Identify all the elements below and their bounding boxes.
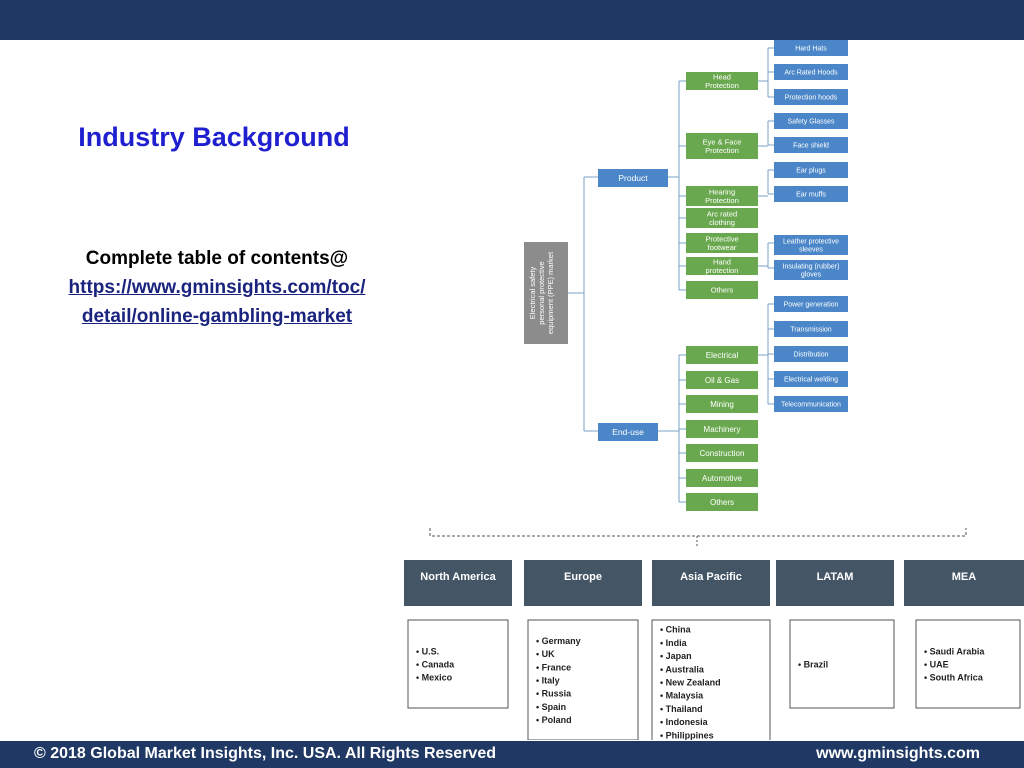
enduse-3-label: Machinery [703, 424, 741, 434]
region-name-1: Europe [564, 571, 602, 583]
region-header-2 [652, 560, 770, 606]
enduse-label: End-use [612, 426, 644, 437]
enduse-1-label: Oil & Gas [704, 375, 740, 385]
enduse-0-label: Electrical [705, 350, 739, 360]
product-4-label: Protective [705, 234, 739, 244]
product-3-label: clothing [709, 217, 735, 227]
product-2-label: Hearing [708, 187, 736, 197]
region-header-0 [404, 560, 512, 606]
product-1-label: Eye & Face [702, 137, 742, 147]
product-label: Product [618, 172, 648, 183]
electrical-sub-1-label: Transmission [790, 326, 832, 334]
country-item: • Italy [536, 675, 560, 686]
electrical-sub-3-label: Electrical welding [783, 376, 839, 384]
country-item: • Philippines [660, 730, 714, 740]
product-5-sub-1-label: Insulating (rubber) [782, 263, 840, 271]
region-name-3: LATAM [816, 571, 854, 583]
product-4-label: footwear [707, 242, 737, 252]
product-1-label: Protection [705, 145, 739, 155]
region-name-2: Asia Pacific [680, 571, 742, 583]
enduse-5-label: Automotive [701, 473, 743, 483]
country-item: • Thailand [660, 703, 703, 714]
country-item: • Canada [416, 659, 455, 670]
country-item: • Indonesia [660, 717, 708, 728]
product-5-label: Hand [713, 257, 731, 267]
country-item: • UK [536, 649, 555, 660]
product-5-label: protection [705, 265, 739, 275]
enduse-2-label: Mining [710, 399, 734, 409]
product-6-label: Others [710, 285, 734, 295]
country-item: • South Africa [924, 672, 983, 683]
country-item: • Japan [660, 651, 692, 662]
region-header-1 [524, 560, 642, 606]
root-label: Electrical safety [528, 266, 537, 320]
region-header-4 [904, 560, 1024, 606]
country-item: • Australia [660, 664, 704, 675]
country-item: • France [536, 662, 572, 673]
country-item: • Poland [536, 715, 572, 726]
market-segmentation-diagram [404, 40, 1024, 740]
region-header-3 [776, 560, 894, 606]
product-0-label: Protection [705, 80, 739, 90]
country-item: • China [660, 624, 691, 635]
product-0-label: Head [713, 72, 731, 82]
top-header-bar [0, 0, 1024, 40]
toc-link[interactable] [69, 277, 366, 327]
root-label: equipment (PPE) market [546, 251, 555, 335]
country-item: • UAE [924, 659, 949, 670]
slide-title: Industry Background [78, 122, 350, 152]
country-item: • Brazil [798, 659, 829, 670]
product-0-sub-0-label: Hard Hats [795, 45, 827, 53]
electrical-sub-0-label: Power generation [783, 301, 839, 309]
diagram-svg [404, 40, 1024, 740]
region-name-0: North America [420, 571, 496, 583]
product-2-sub-0-label: Ear plugs [796, 167, 826, 175]
product-5-sub-0-label: sleeves [799, 246, 823, 254]
country-item: • Germany [536, 635, 581, 646]
toc-link-line1: https://www.gminsights.com/toc/ [68, 277, 366, 298]
product-3-label: Arc rated [706, 209, 738, 219]
product-0-sub-2-label: Protection hoods [784, 94, 838, 102]
product-2-label: Protection [705, 195, 739, 205]
enduse-6-label: Others [709, 497, 735, 507]
country-item: • New Zealand [660, 677, 721, 688]
product-1-sub-1-label: Face shield [793, 142, 829, 150]
product-2-sub-1-label: Ear muffs [796, 191, 826, 199]
toc-link-line2: detail/online-gambling-market [81, 306, 353, 327]
enduse-4-label: Construction [699, 448, 745, 458]
product-1-sub-0-label: Safety Glasses [787, 118, 835, 126]
country-item: • Russia [536, 688, 572, 699]
country-item: • U.S. [416, 646, 440, 657]
country-item: • Malaysia [660, 690, 704, 701]
footer-website: www.gminsights.com [816, 745, 980, 762]
toc-block [0, 244, 434, 331]
root-label: personal protective [537, 261, 546, 325]
product-5-sub-1-label: gloves [800, 271, 822, 279]
product-5-sub-0-label: Leather protective [782, 238, 840, 246]
country-item: • Saudi Arabia [924, 646, 985, 657]
toc-label: Complete table of contents@ [85, 248, 349, 269]
country-item: • Spain [536, 701, 567, 712]
region-name-4: MEA [951, 571, 977, 583]
electrical-sub-2-label: Distribution [793, 351, 829, 359]
footer-bar [0, 741, 1024, 768]
product-0-sub-1-label: Arc Rated Hoods [784, 69, 838, 77]
country-item: • India [660, 637, 687, 648]
country-item: • Mexico [416, 672, 453, 683]
region-bracket [430, 528, 966, 536]
footer-copyright: © 2018 Global Market Insights, Inc. USA. All Rights Reserved [34, 745, 496, 762]
electrical-sub-4-label: Telecommunication [781, 401, 841, 409]
